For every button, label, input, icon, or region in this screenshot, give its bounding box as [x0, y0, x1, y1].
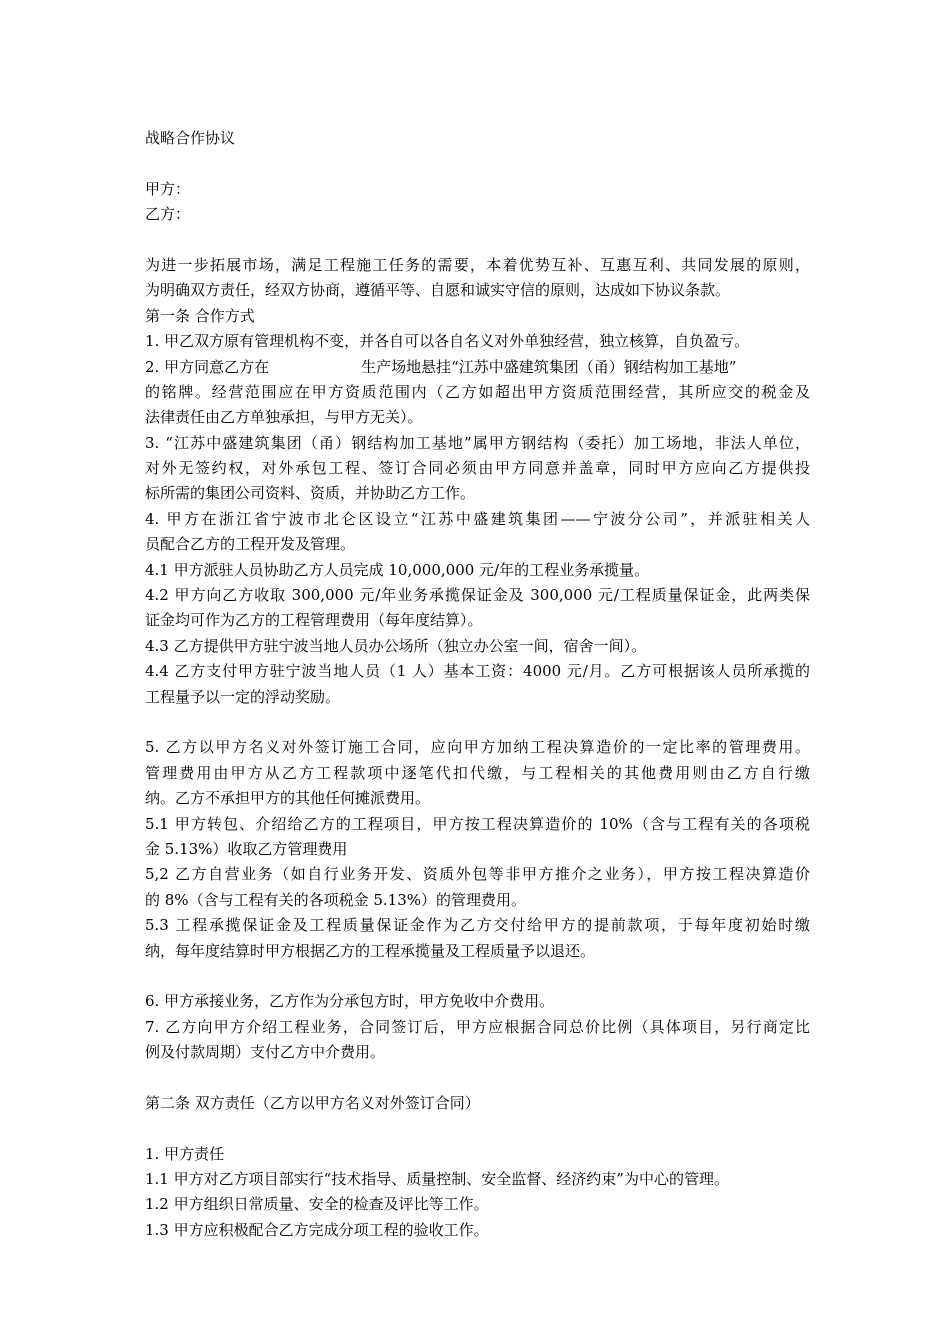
party-b-label: 乙方： [145, 205, 191, 224]
clause-1-4-line: 员配合乙方的工程开发及管理。 [145, 535, 356, 554]
spacer [145, 964, 810, 989]
clause-1-4-4-line: 工程量予以一定的浮动奖励。 [145, 687, 341, 706]
clause-1-2-first-line [145, 355, 810, 380]
party-a-label: 甲方： [145, 179, 191, 198]
clause-1-5-3-line: 纳，每年度结算时甲方根据乙方的工程承揽量及工程质量予以退还。 [145, 941, 596, 960]
clause-1-4-4-line: 4.4 乙方支付甲方驻宁波当地人员（1 人）基本工资：4000 元/月。乙方可根据该人员所承揽的 [145, 662, 810, 681]
clause-1-5-line: 5. 乙方以甲方名义对外签订施工合同，应向甲方加纳工程决算造价的一定比率的管理费用。 [145, 738, 810, 757]
clause-1-6: 6. 甲方承接业务，乙方作为分承包方时，甲方免收中介费用。 [145, 992, 555, 1011]
clause-1-4-3: 4.3 乙方提供甲方驻宁波当地人员办公场所（独立办公室一间，宿舍一间）。 [145, 636, 647, 655]
clause-2-1-3: 1.3 甲方应积极配合乙方完成分项工程的验收工作。 [145, 1220, 489, 1239]
clause-1-4-1: 4.1 甲方派驻人员协助乙方人员完成 10,000,000 元/年的工程业务承揽量。 [145, 560, 650, 579]
clause-1-4-2-line: 证金均可作为乙方的工程管理费用（每年度结算）。 [145, 611, 483, 630]
clause-2-1-1: 1.1 甲方对乙方项目部实行“技术指导、质量控制、安全监督、经济约束”为中心的管理。 [145, 1170, 729, 1189]
clause-1-5-line: 管理费用由甲方从乙方工程款项中逐笔代扣代缴，与工程相关的其他费用则由乙方自行缴 [145, 763, 810, 782]
clause-1-2-part2: 生产场地悬挂“江苏中盛建筑集团（甬）钢结构加工基地” [361, 357, 737, 376]
article-1-heading: 第一条 合作方式 [145, 306, 255, 325]
clause-1-7-line: 7. 乙方向甲方介绍工程业务，合同签订后，甲方应根据合同总价比例（具体项目，另行商定比 [145, 1017, 810, 1036]
clause-1-3-line: 标所需的集团公司资料、资质，并协助乙方工作。 [145, 484, 476, 503]
clause-1-5-2-line: 5,2 乙方自营业务（如自行业务开发、资质外包等非甲方推介之业务），甲方按工程决算造价 [145, 865, 810, 884]
clause-1-3-line: 对外无签约权，对外承包工程、签订合同必须由甲方同意并盖章，同时甲方应向乙方提供投 [145, 459, 810, 478]
spacer [145, 228, 810, 253]
clause-1-2-line: 法律责任由乙方单独承担，与甲方无关）。 [145, 408, 423, 427]
clause-1-5-line: 纳。乙方不承担甲方的其他任何摊派费用。 [145, 789, 431, 808]
preamble-line: 为进一步拓展市场，满足工程施工任务的需要，本着优势互补、互惠互利、共同发展的原则， [145, 255, 810, 274]
spacer [145, 1065, 810, 1090]
document-body [145, 126, 810, 1243]
spacer [145, 710, 810, 735]
clause-1-2-line: 的铭牌。经营范围应在甲方资质范围内（乙方如超出甲方资质范围经营，其所应交的税金及 [145, 382, 810, 401]
clause-1-5-1-line: 金 5.13%）收取乙方管理费用 [145, 839, 348, 858]
clause-1-2-part1: 2. 甲方同意乙方在 [145, 357, 270, 376]
clause-1-1: 1. 甲乙双方原有管理机构不变，并各自可以各自名义对外单独经营，独立核算，自负盈亏。 [145, 332, 750, 351]
clause-1-5-3-line: 5.3 工程承揽保证金及工程质量保证金作为乙方交付给甲方的提前款项，于每年度初始时缴 [145, 916, 810, 935]
clause-1-3-line: 3. “江苏中盛建筑集团（甬）钢结构加工基地”属甲方钢结构（委托）加工场地，非法人单位， [145, 433, 810, 452]
clause-1-5-1-line: 5.1 甲方转包、介绍给乙方的工程项目，甲方按工程决算造价的 10%（含与工程有关的各项税 [145, 814, 810, 833]
preamble-line: 为明确双方责任，经双方协商，遵循平等、自愿和诚实守信的原则，达成如下协议条款。 [145, 281, 731, 300]
clause-2-1: 1. 甲方责任 [145, 1144, 225, 1163]
clause-1-7-line: 例及付款周期）支付乙方中介费用。 [145, 1043, 386, 1062]
document-title: 战略合作协议 [145, 129, 236, 147]
spacer [145, 1116, 810, 1141]
spacer [145, 151, 810, 176]
clause-2-1-2: 1.2 甲方组织日常质量、安全的检查及评比等工作。 [145, 1195, 489, 1214]
clause-1-5-2-line: 的 8%（含与工程有关的各项税金 5.13%）的管理费用。 [145, 890, 526, 909]
article-2-heading: 第二条 双方责任（乙方以甲方名义对外签订合同） [145, 1093, 480, 1112]
clause-1-4-2-line: 4.2 甲方向乙方收取 300,000 元/年业务承揽保证金及 300,000 元/工程质量保证金，此两类保 [145, 586, 810, 605]
clause-1-4-line: 4. 甲方在浙江省宁波市北仑区设立“江苏中盛建筑集团——宁波分公司”，并派驻相关人 [145, 509, 810, 528]
